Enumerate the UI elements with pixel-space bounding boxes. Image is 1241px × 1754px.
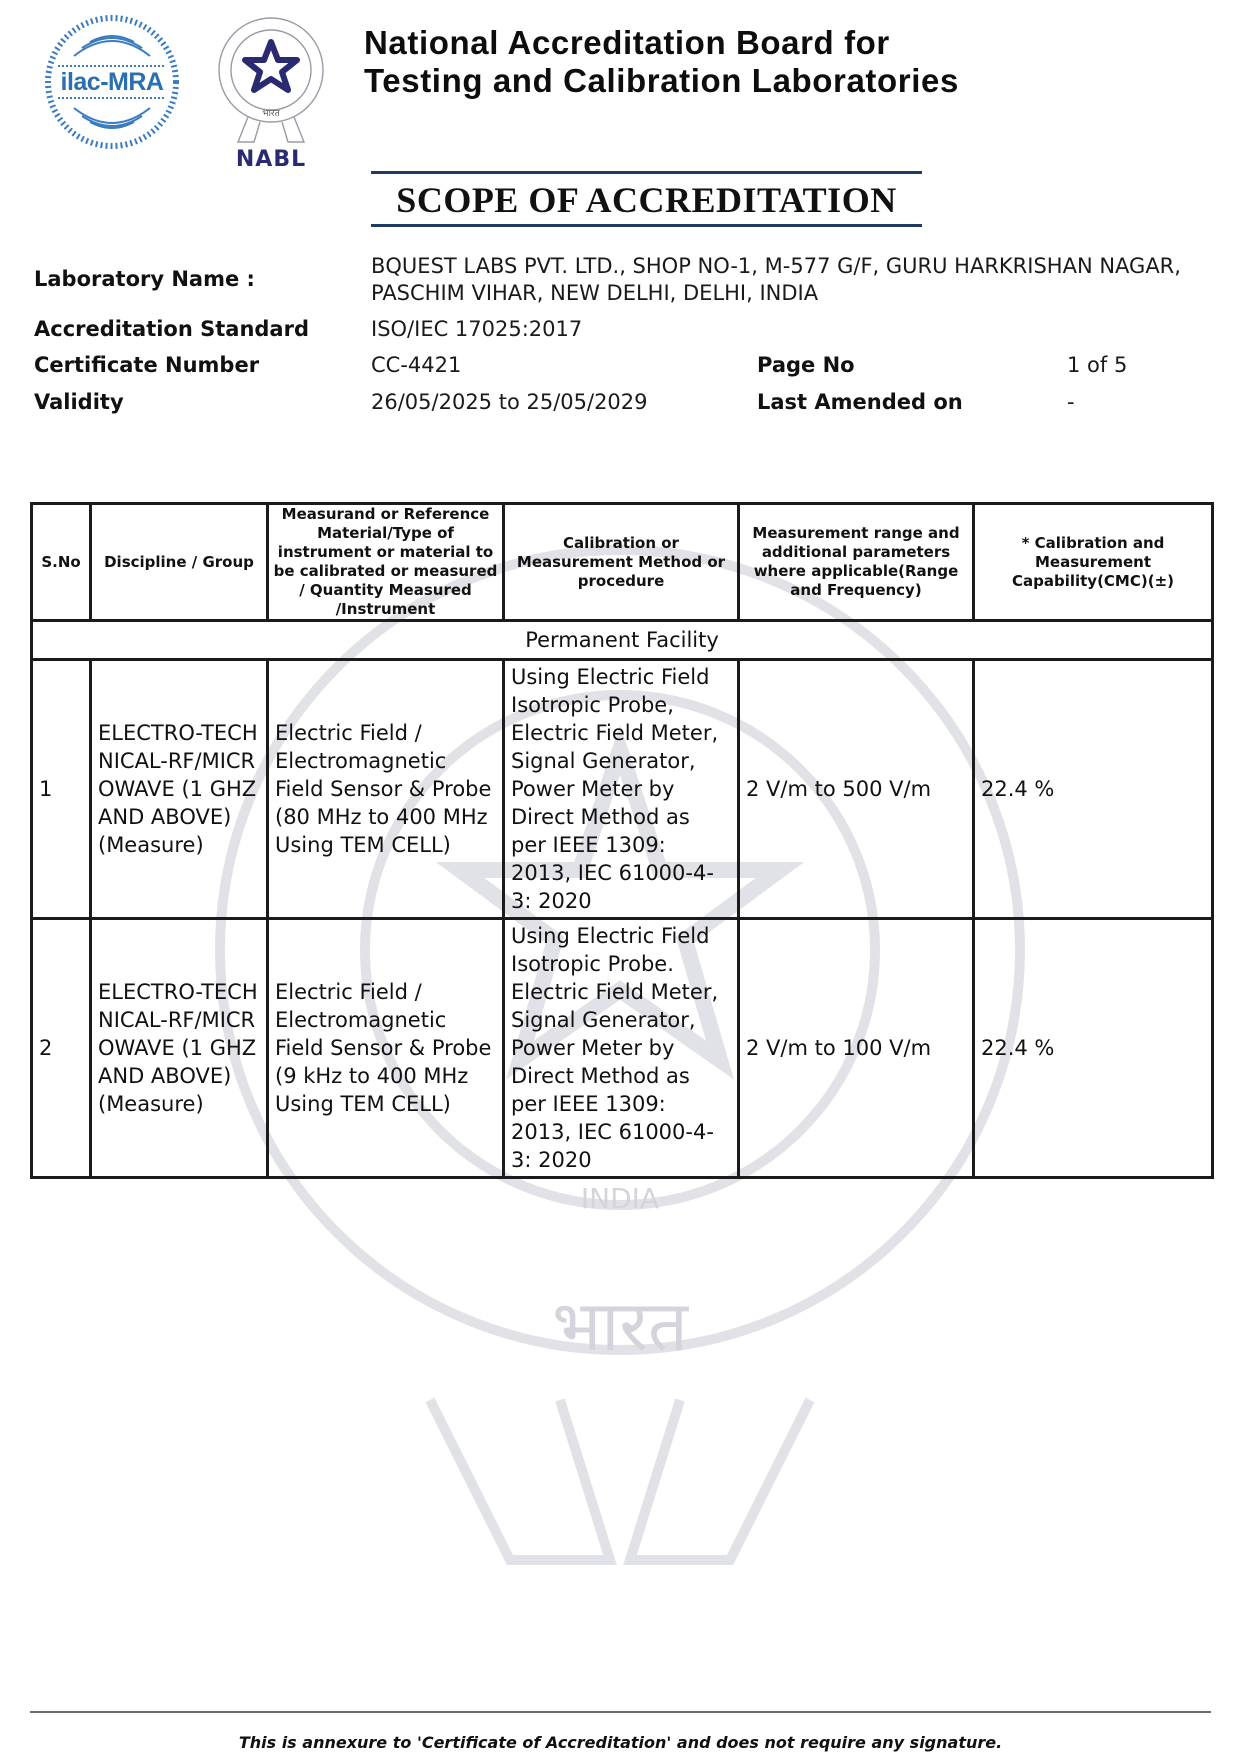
certificate-number-label: Certificate Number xyxy=(34,353,260,377)
cell-cmc: 22.4 % xyxy=(981,777,1055,801)
header-measurand: Measurand or Reference Material/Type of instrument or material to be calibrated or measured / Quantity Measured /Instrument xyxy=(268,504,504,621)
cell-discipline: ELECTRO-TECHNICAL-RF/MICROWAVE (1 GHZ AND ABOVE) (Measure) xyxy=(98,721,258,857)
cell-sno: 1 xyxy=(39,777,53,801)
nabl-emblem-logo-icon xyxy=(208,12,334,172)
organization-title-line-2: Testing and Calibration Laboratories xyxy=(364,62,959,99)
watermark-india-text: INDIA xyxy=(580,1182,660,1215)
cell-method: Using Electric Field Isotropic Probe, Electric Field Meter, Signal Generator, Power Meter by Direct Method as per IEEE 1309: 2013, IEC 61000-4-3: 2020 xyxy=(511,665,719,913)
organization-title-line-1: National Accreditation Board for xyxy=(364,24,890,61)
scope-table xyxy=(30,502,1214,1179)
table-header-row xyxy=(32,504,1213,621)
ilac-mra-logo-icon xyxy=(44,14,180,150)
accreditation-standard-label: Accreditation Standard xyxy=(34,317,309,341)
document-title: SCOPE OF ACCREDITATION xyxy=(396,180,897,220)
section-permanent-facility: Permanent Facility xyxy=(32,621,1213,660)
last-amended-value: - xyxy=(1067,390,1075,414)
header-range: Measurement range and additional parameters where applicable(Range and Frequency) xyxy=(739,504,974,621)
laboratory-name-label: Laboratory Name : xyxy=(34,267,255,291)
organization-title xyxy=(364,24,959,100)
table-row xyxy=(32,919,1213,1178)
title-rule-top xyxy=(371,171,922,174)
laboratory-name-line-1: BQUEST LABS PVT. LTD., SHOP NO-1, M-577 G/F, GURU HARKRISHAN NAGAR, xyxy=(371,254,1181,278)
cell-measurand: Electric Field / Electromagnetic Field Sensor & Probe (80 MHz to 400 MHz Using TEM CELL) xyxy=(275,721,492,857)
header-cmc: * Calibration and Measurement Capability(CMC)(±) xyxy=(974,504,1213,621)
cell-discipline: ELECTRO-TECHNICAL-RF/MICROWAVE (1 GHZ AND ABOVE) (Measure) xyxy=(98,980,258,1116)
header-discipline: Discipline / Group xyxy=(91,504,268,621)
cell-sno: 2 xyxy=(39,1036,53,1060)
header-sno: S.No xyxy=(32,504,91,621)
cell-range: 2 V/m to 500 V/m xyxy=(746,777,932,801)
cell-measurand: Electric Field / Electromagnetic Field Sensor & Probe (9 kHz to 400 MHz Using TEM CELL) xyxy=(275,980,492,1116)
footer-divider xyxy=(30,1711,1211,1713)
cell-range: 2 V/m to 100 V/m xyxy=(746,1036,932,1060)
ilac-logo-text: ilac-MRA xyxy=(60,68,164,96)
watermark-bharat-text: भारत xyxy=(552,1285,688,1367)
nabl-bharat-text: भारत xyxy=(262,109,280,119)
accreditation-standard-value: ISO/IEC 17025:2017 xyxy=(371,317,583,341)
cell-method: Using Electric Field Isotropic Probe. Electric Field Meter, Signal Generator, Power Meter by Direct Method as per IEEE 1309: 2013, IEC 61000-4-3: 2020 xyxy=(511,924,719,1172)
laboratory-name-value xyxy=(371,253,1181,307)
table-row xyxy=(32,660,1213,919)
last-amended-label: Last Amended on xyxy=(757,390,963,414)
laboratory-name-line-2: PASCHIM VIHAR, NEW DELHI, DELHI, INDIA xyxy=(371,281,819,305)
validity-value: 26/05/2025 to 25/05/2029 xyxy=(371,390,648,414)
validity-label: Validity xyxy=(34,390,124,414)
cell-cmc: 22.4 % xyxy=(981,1036,1055,1060)
page-no-value: 1 of 5 xyxy=(1067,353,1128,377)
section-row xyxy=(32,621,1213,660)
footer-note: This is annexure to 'Certificate of Accreditation' and does not require any signature. xyxy=(238,1733,1003,1752)
header-method: Calibration or Measurement Method or procedure xyxy=(504,504,739,621)
nabl-logo-text: NABL xyxy=(235,147,307,172)
title-rule-bottom xyxy=(371,224,922,227)
page-no-label: Page No xyxy=(757,353,855,377)
certificate-number-value: CC-4421 xyxy=(371,353,462,377)
